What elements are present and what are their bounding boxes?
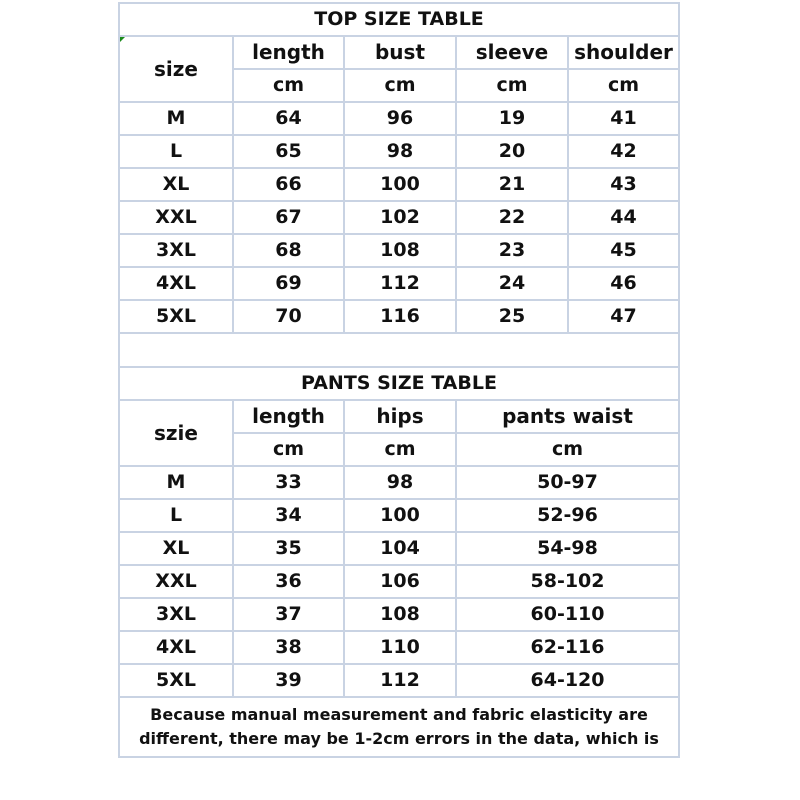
value-cell: 62-116 (456, 631, 679, 664)
value-cell: 66 (233, 168, 344, 201)
size-cell: XXL (119, 565, 233, 598)
top-table-title: TOP SIZE TABLE (119, 3, 679, 36)
column-header: bust (344, 36, 456, 69)
unit-label: cm (568, 69, 679, 102)
value-cell: 102 (344, 201, 456, 234)
value-cell: 65 (233, 135, 344, 168)
table-row (119, 135, 679, 168)
pants-table-title: PANTS SIZE TABLE (119, 367, 679, 400)
value-cell: 106 (344, 565, 456, 598)
value-cell: 36 (233, 565, 344, 598)
size-cell: 3XL (119, 598, 233, 631)
value-cell: 112 (344, 664, 456, 697)
value-cell: 98 (344, 466, 456, 499)
value-cell: 108 (344, 598, 456, 631)
column-header: pants waist (456, 400, 679, 433)
value-cell: 33 (233, 466, 344, 499)
value-cell: 45 (568, 234, 679, 267)
value-cell: 34 (233, 499, 344, 532)
size-cell: XXL (119, 201, 233, 234)
column-header: sleeve (456, 36, 568, 69)
value-cell: 104 (344, 532, 456, 565)
table-row (119, 664, 679, 697)
table-row (119, 631, 679, 664)
value-cell: 41 (568, 102, 679, 135)
value-cell: 64 (233, 102, 344, 135)
table-row (119, 168, 679, 201)
column-header: shoulder (568, 36, 679, 69)
unit-label: cm (344, 433, 456, 466)
unit-label: cm (456, 433, 679, 466)
value-cell: 23 (456, 234, 568, 267)
value-cell: 42 (568, 135, 679, 168)
pants-size-table (118, 366, 680, 758)
size-cell: 5XL (119, 664, 233, 697)
size-header: size (119, 36, 233, 102)
value-cell: 116 (344, 300, 456, 333)
value-cell: 25 (456, 300, 568, 333)
top-size-table (118, 2, 680, 368)
size-cell: L (119, 135, 233, 168)
table-row (119, 499, 679, 532)
unit-label: cm (344, 69, 456, 102)
value-cell: 98 (344, 135, 456, 168)
size-header: szie (119, 400, 233, 466)
size-cell: 5XL (119, 300, 233, 333)
size-cell: L (119, 499, 233, 532)
value-cell: 37 (233, 598, 344, 631)
size-chart (118, 2, 678, 758)
value-cell: 24 (456, 267, 568, 300)
measurement-note: Because manual measurement and fabric elasticity are different, there may be 1-2cm errors in the data, which is (119, 697, 679, 757)
value-cell: 52-96 (456, 499, 679, 532)
table-row (119, 466, 679, 499)
size-cell: XL (119, 532, 233, 565)
value-cell: 43 (568, 168, 679, 201)
value-cell: 19 (456, 102, 568, 135)
column-header: hips (344, 400, 456, 433)
value-cell: 67 (233, 201, 344, 234)
size-cell: XL (119, 168, 233, 201)
size-cell: M (119, 102, 233, 135)
table-row (119, 532, 679, 565)
value-cell: 44 (568, 201, 679, 234)
table-row (119, 565, 679, 598)
value-cell: 38 (233, 631, 344, 664)
value-cell: 46 (568, 267, 679, 300)
value-cell: 58-102 (456, 565, 679, 598)
column-header: length (233, 400, 344, 433)
value-cell: 112 (344, 267, 456, 300)
unit-label: cm (456, 69, 568, 102)
value-cell: 70 (233, 300, 344, 333)
value-cell: 96 (344, 102, 456, 135)
size-cell: 4XL (119, 631, 233, 664)
value-cell: 22 (456, 201, 568, 234)
value-cell: 100 (344, 168, 456, 201)
value-cell: 60-110 (456, 598, 679, 631)
value-cell: 69 (233, 267, 344, 300)
value-cell: 54-98 (456, 532, 679, 565)
unit-label: cm (233, 433, 344, 466)
column-header: length (233, 36, 344, 69)
table-row (119, 267, 679, 300)
table-row (119, 102, 679, 135)
value-cell: 47 (568, 300, 679, 333)
value-cell: 39 (233, 664, 344, 697)
size-cell: 4XL (119, 267, 233, 300)
value-cell: 100 (344, 499, 456, 532)
value-cell: 35 (233, 532, 344, 565)
value-cell: 68 (233, 234, 344, 267)
spacer-row (119, 333, 679, 367)
unit-label: cm (233, 69, 344, 102)
table-row (119, 300, 679, 333)
value-cell: 108 (344, 234, 456, 267)
value-cell: 20 (456, 135, 568, 168)
size-cell: 3XL (119, 234, 233, 267)
value-cell: 64-120 (456, 664, 679, 697)
value-cell: 21 (456, 168, 568, 201)
table-row (119, 598, 679, 631)
value-cell: 110 (344, 631, 456, 664)
size-cell: M (119, 466, 233, 499)
value-cell: 50-97 (456, 466, 679, 499)
table-row (119, 201, 679, 234)
table-row (119, 234, 679, 267)
